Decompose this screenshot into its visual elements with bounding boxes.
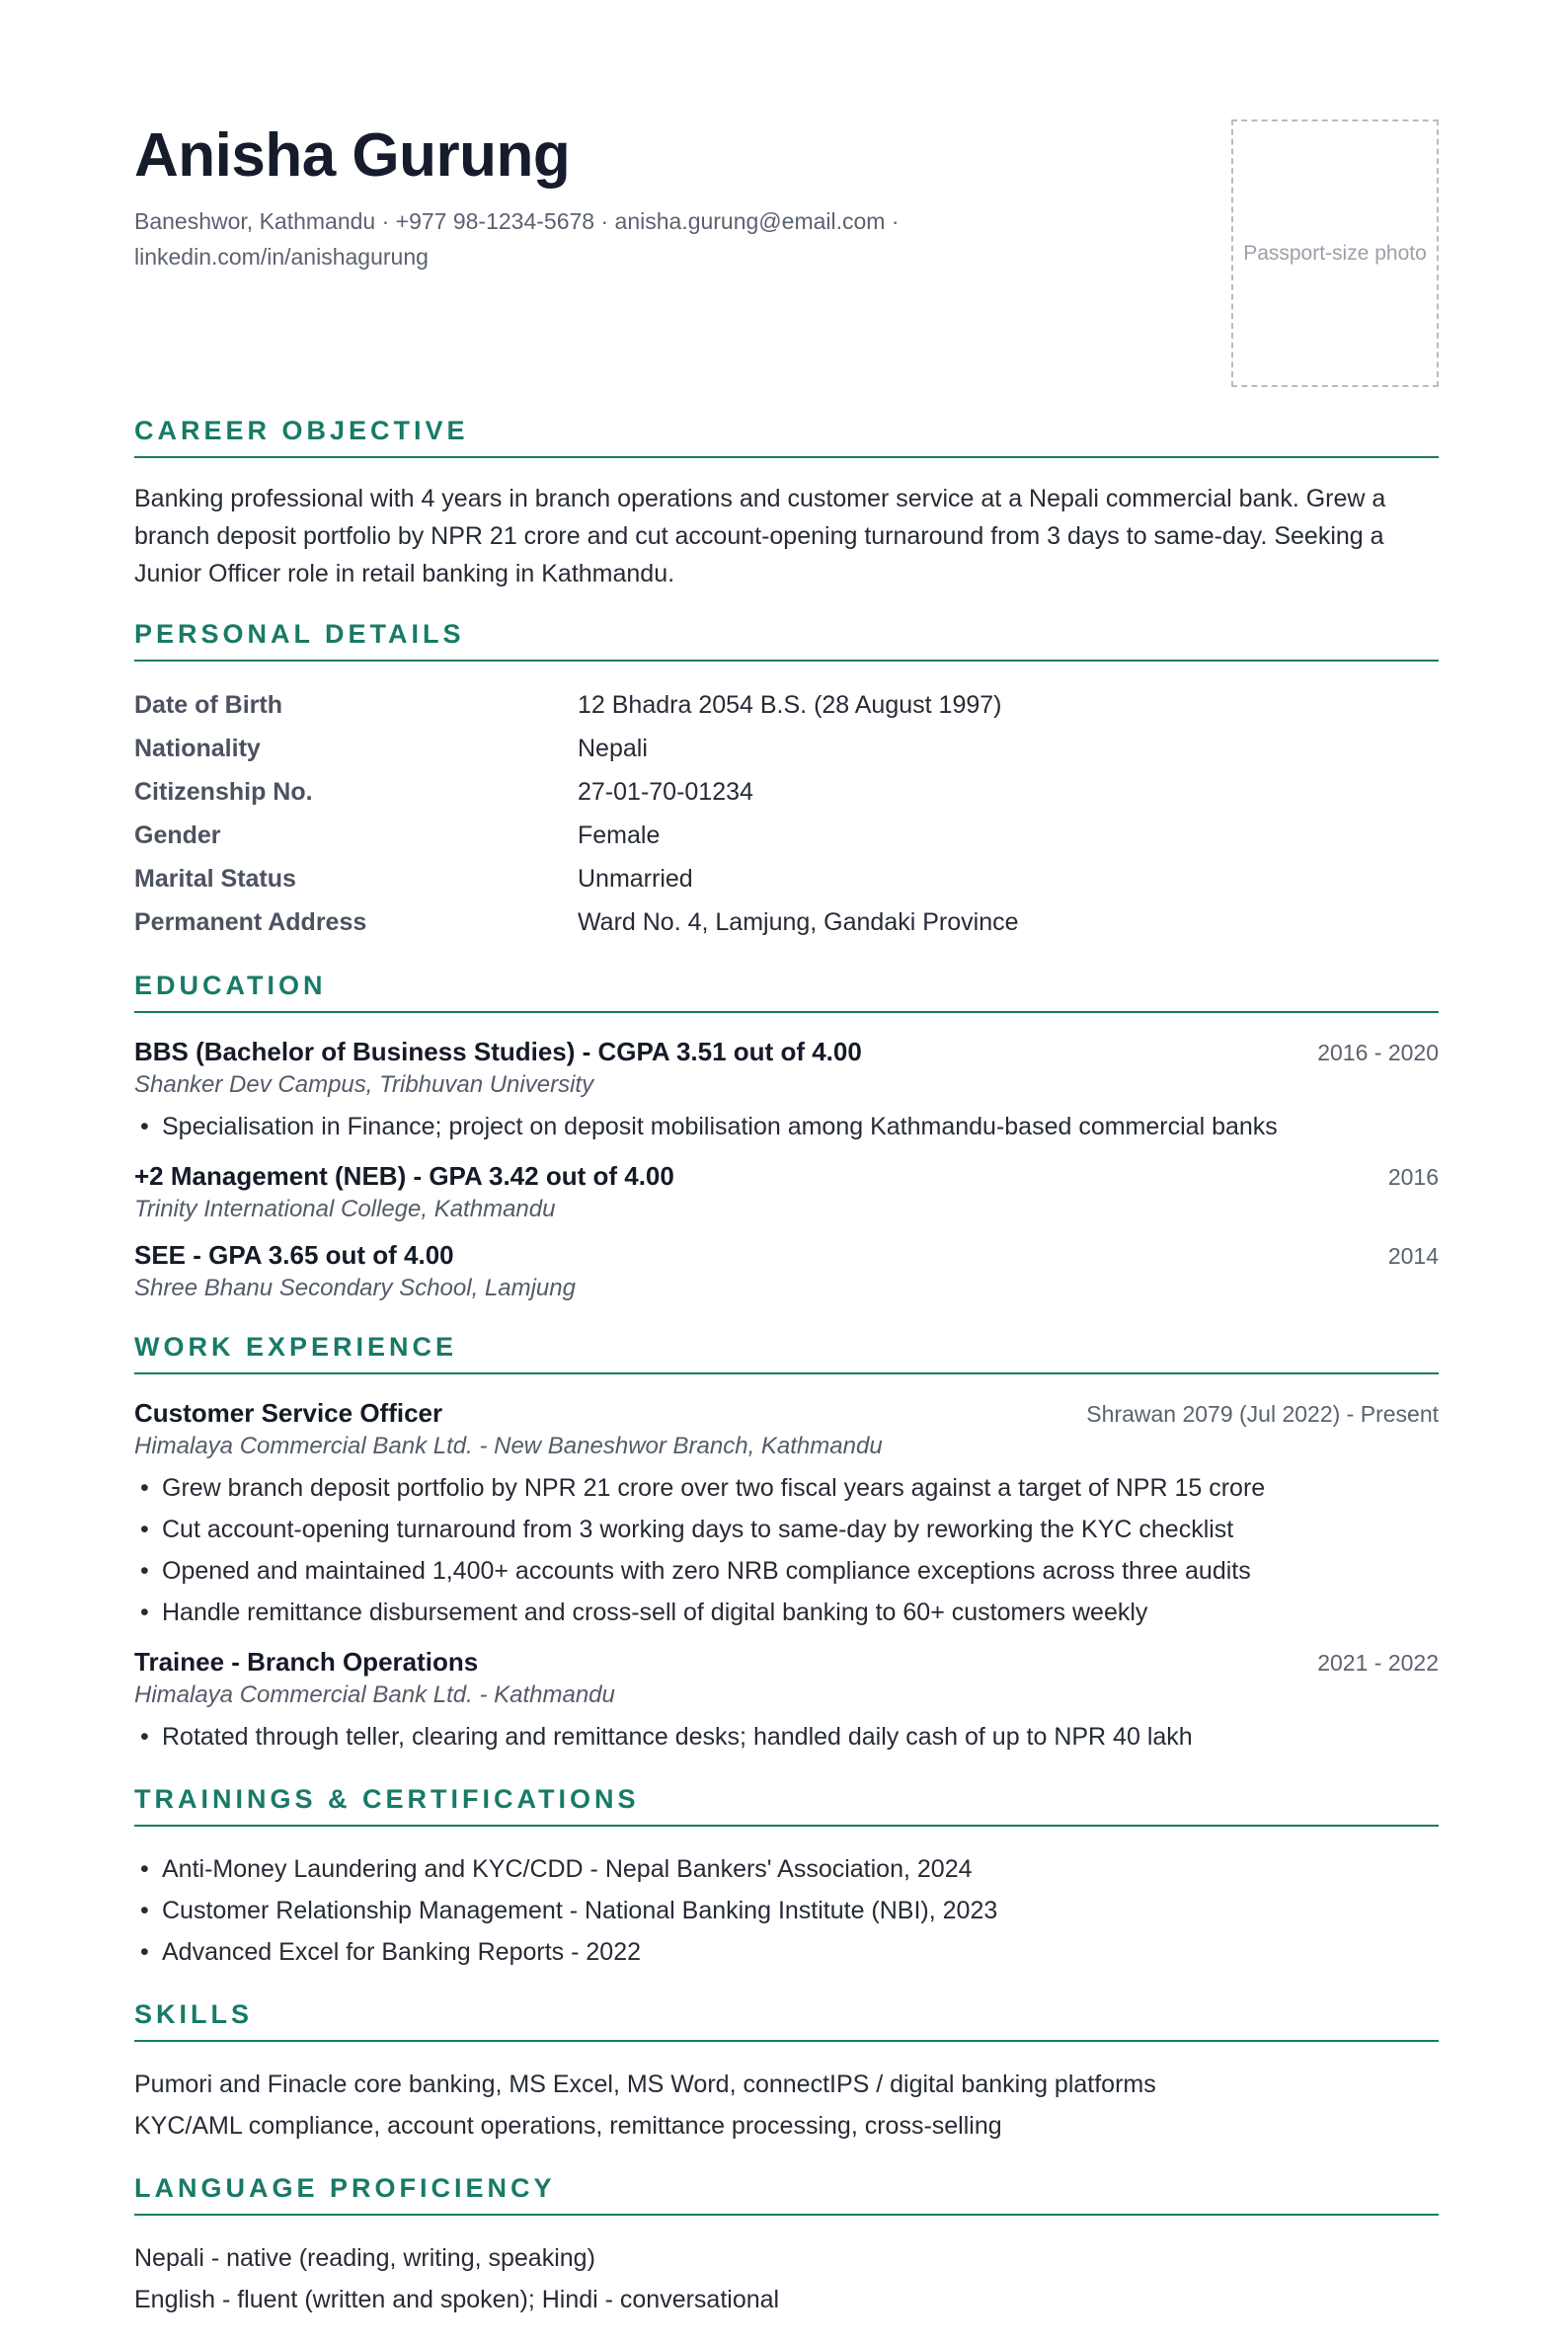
details-row [134,683,1439,727]
training-list [134,1848,1439,1973]
section-title: EDUCATION [134,968,1439,1013]
entry-date: 2016 [1387,1164,1439,1190]
section-work-experience [134,1329,1439,1758]
experience-entry [134,1645,1439,1758]
entry-title: SEE - GPA 3.65 out of 4.00 [134,1240,454,1270]
experience-entry [134,1396,1439,1633]
section-title: WORK EXPERIENCE [134,1329,1439,1374]
details-row [134,857,1439,900]
details-value: 12 Bhadra 2054 B.S. (28 August 1997) [578,691,1002,719]
skills-line: KYC/AML compliance, account operations, remittance processing, cross-selling [134,2112,1002,2140]
details-row [134,727,1439,770]
entry-date: 2014 [1387,1243,1439,1269]
education-entry [134,1035,1439,1147]
entry-bullets [134,1716,1439,1758]
photo-placeholder [1231,119,1439,387]
entry-title: Trainee - Branch Operations [134,1647,479,1677]
section-title: CAREER OBJECTIVE [134,413,1439,458]
resume-content [134,413,1439,2344]
entry-title: Customer Service Officer [134,1398,443,1428]
bullet-item: • Cut account-opening turnaround from 3 working days to same-day by reworking the KYC checklist [134,1509,1439,1550]
entry-bullets [134,1467,1439,1633]
language-line: Nepali - native (reading, writing, speaking) [134,2244,595,2272]
bullet-item: • Grew branch deposit portfolio by NPR 21 crore over two fiscal years against a target of NPR 15 crore [134,1467,1439,1509]
training-item: • Advanced Excel for Banking Reports - 2022 [134,1931,1439,1973]
details-row [134,814,1439,857]
details-label: Gender [134,821,221,849]
section-title: LANGUAGE PROFICIENCY [134,2170,1439,2216]
personal-details-table [134,683,1439,944]
entry-title: +2 Management (NEB) - GPA 3.42 out of 4.00 [134,1161,674,1191]
section-education [134,968,1439,1305]
details-value: Female [578,821,661,849]
section-trainings [134,1781,1439,1973]
details-label: Permanent Address [134,908,367,936]
details-label: Citizenship No. [134,778,313,806]
contact-line: linkedin.com/in/anishagurung [134,244,429,270]
education-entry [134,1238,1439,1305]
skills-line: Pumori and Finacle core banking, MS Excel, MS Word, connectIPS / digital banking platforms [134,2071,1156,2098]
details-row [134,900,1439,944]
section-career-objective [134,413,1439,592]
section-title: TRAININGS & CERTIFICATIONS [134,1781,1439,1827]
details-label: Date of Birth [134,691,282,719]
details-value: Unmarried [578,865,693,893]
bullet-item: • Handle remittance disbursement and cross-sell of digital banking to 60+ customers weekly [134,1592,1439,1633]
language-list [134,2237,1439,2320]
section-languages [134,2170,1439,2320]
details-row [134,770,1439,814]
bullet-item: • Opened and maintained 1,400+ accounts with zero NRB compliance exceptions across three audits [134,1550,1439,1592]
contact-line: Baneshwor, Kathmandu · +977 98-1234-5678 · anisha.gurung@email.com · [134,208,900,234]
entry-date: 2021 - 2022 [1317,1650,1439,1676]
section-personal-details [134,616,1439,944]
resume-header [134,117,1220,274]
objective-text: Banking professional with 4 years in branch operations and customer service at a Nepali commercial bank. Grew a branch deposit portfolio by NPR 21 crore and cut account-opening turnaround from 3 days to same-day. Seeking a Junior Officer role in retail banking in Kathmandu. [134,485,1386,587]
section-title: PERSONAL DETAILS [134,616,1439,662]
contact-info [134,203,1003,274]
details-label: Marital Status [134,865,296,893]
candidate-name: Anisha Gurung [134,121,571,190]
details-value: 27-01-70-01234 [578,778,753,806]
language-line: English - fluent (written and spoken); Hindi - conversational [134,2286,780,2313]
skills-list [134,2064,1439,2147]
entry-date: Shrawan 2079 (Jul 2022) - Present [1086,1401,1439,1427]
entry-date: 2016 - 2020 [1317,1040,1439,1065]
bullet-item: • Rotated through teller, clearing and remittance desks; handled daily cash of up to NPR 40 lakh [134,1716,1439,1758]
details-value: Ward No. 4, Lamjung, Gandaki Province [578,908,1019,936]
section-skills [134,1996,1439,2147]
entry-institution: Trinity International College, Kathmandu [134,1196,556,1222]
entry-title: BBS (Bachelor of Business Studies) - CGPA 3.51 out of 4.00 [134,1037,862,1066]
training-item: • Customer Relationship Management - National Banking Institute (NBI), 2023 [134,1890,1439,1931]
entry-institution: Shree Bhanu Secondary School, Lamjung [134,1275,576,1301]
photo-placeholder-label: Passport-size photo [1243,241,1427,265]
section-title: SKILLS [134,1996,1439,2042]
entry-institution: Shanker Dev Campus, Tribhuvan University [134,1071,594,1098]
entry-bullets [134,1106,1439,1147]
details-label: Nationality [134,735,261,762]
education-entry [134,1159,1439,1226]
details-value: Nepali [578,735,648,762]
entry-employer: Himalaya Commercial Bank Ltd. - New Baneshwor Branch, Kathmandu [134,1433,883,1459]
training-item: • Anti-Money Laundering and KYC/CDD - Nepal Bankers' Association, 2024 [134,1848,1439,1890]
entry-employer: Himalaya Commercial Bank Ltd. - Kathmandu [134,1681,615,1708]
bullet-item: • Specialisation in Finance; project on deposit mobilisation among Kathmandu-based commercial banks [134,1106,1439,1147]
